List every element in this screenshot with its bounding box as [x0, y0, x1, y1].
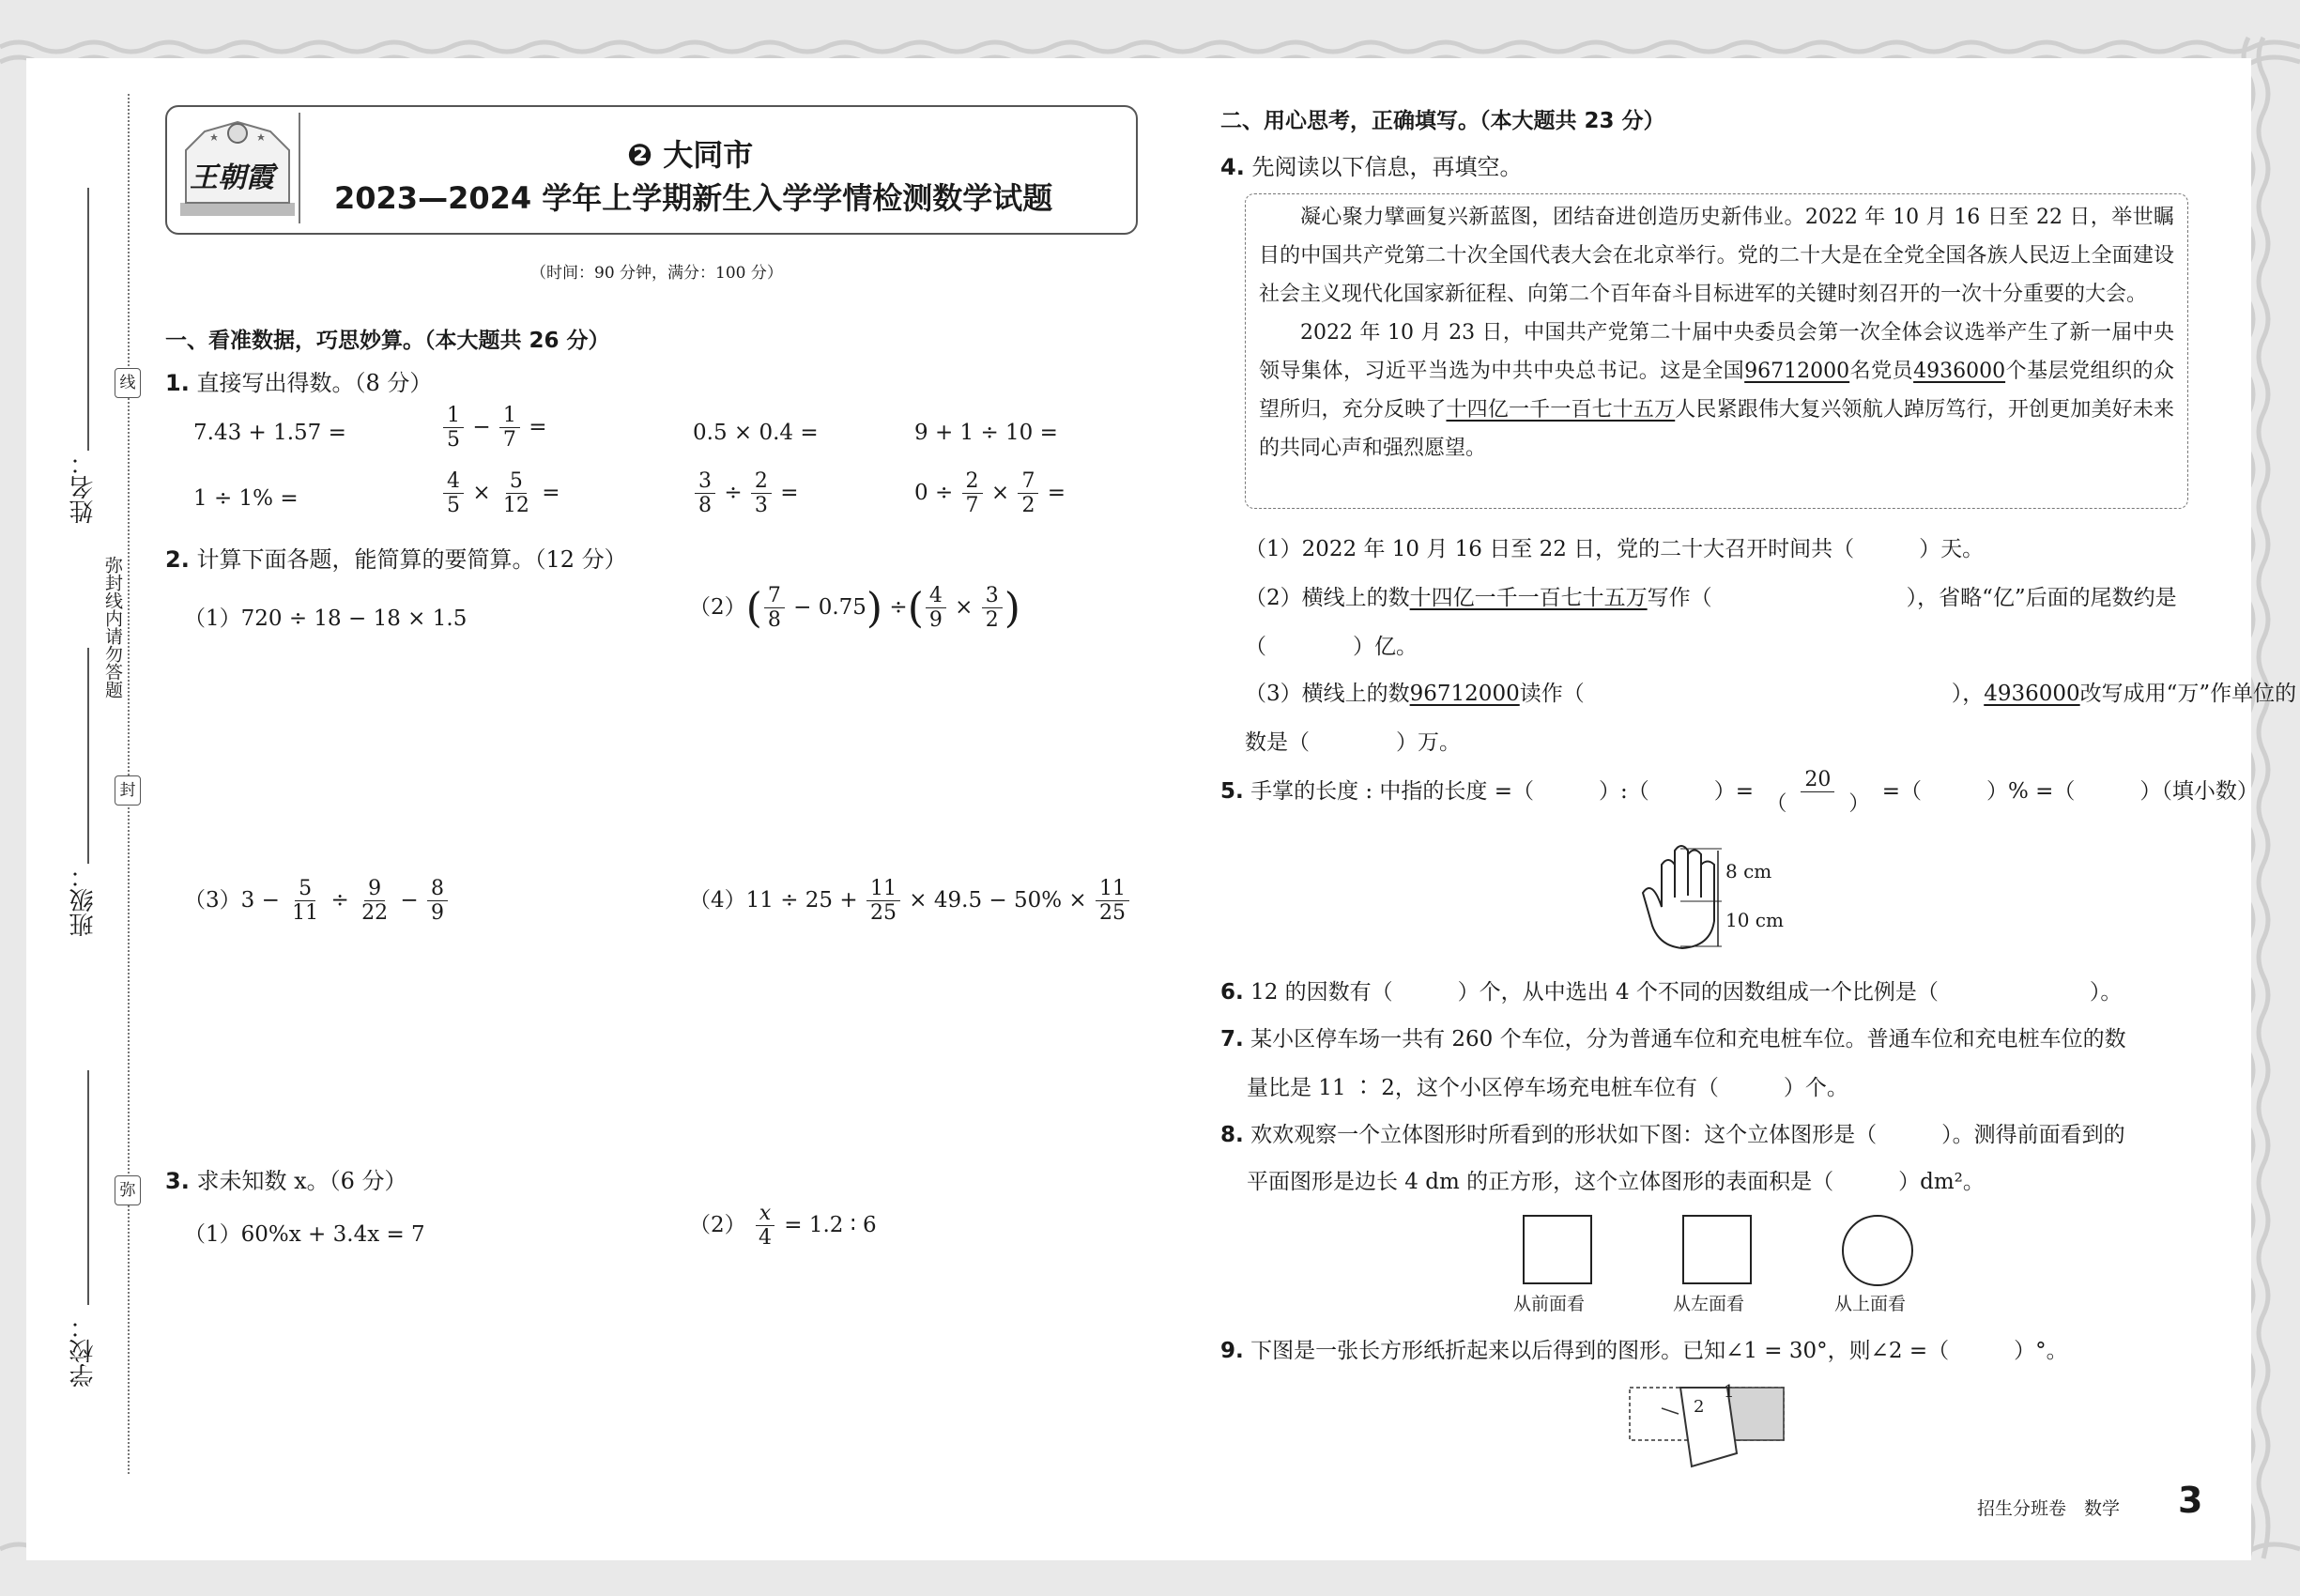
section2-heading: 二、用心思考，正确填写。（本大题共 23 分）	[1220, 109, 1665, 133]
numerator: 4	[926, 584, 946, 608]
exam-title: 2023—2024 学年上学期新生入学学情检测数学试题	[334, 180, 1053, 216]
equals: =	[780, 480, 799, 505]
numerator: 9	[364, 877, 385, 901]
reading-paragraph-1: 凝心聚力擘画复兴新蓝图，团结奋进创造历史新伟业。2022 年 10 月 16 日至 22 日，举世瞩目的中国共产党第二十次全国代表大会在北京举行。党的二十大是在全党全国各族人民迈上全面建设社会主义现代化国家新征程、向第二个百年奋斗目标进军的关键时刻召开的一次十分重要的大会。	[1259, 206, 2174, 306]
q4-title	[1220, 148, 1522, 181]
q2-part-3[interactable]	[184, 877, 450, 926]
underlined-number-2: 4936000	[1913, 360, 2006, 383]
denominator: 2	[1021, 494, 1035, 518]
denominator: 2	[985, 608, 999, 633]
q2-part-2[interactable]: （2）( $\frac{7}{8}$ − 0.75) ÷( $\frac{4}{9}$ × $\frac{3}{2}$ )	[689, 584, 1020, 633]
part-label: （2）	[689, 594, 746, 620]
q2-part-1[interactable]: （1）720 ÷ 18 − 18 × 1.5	[184, 606, 468, 631]
term: = 1.2 ∶ 6	[784, 1212, 877, 1237]
text-run: 手掌的长度 : 中指的长度 =（ ）:（ ）=	[1250, 778, 1755, 804]
region-city: 大同市	[663, 137, 754, 173]
denominator: 7	[965, 494, 979, 518]
q7[interactable]	[1220, 1021, 2126, 1052]
operator: ÷	[724, 480, 743, 505]
seal-feng: 封	[115, 775, 141, 806]
numerator: 11	[866, 877, 900, 901]
q2-title	[165, 541, 627, 574]
q1-title	[165, 364, 432, 397]
part-label: （2）	[689, 1212, 746, 1237]
numerator: 11	[1096, 877, 1129, 901]
text-run: 名党员	[1849, 360, 1914, 383]
hand-figure-icon	[1624, 841, 1793, 954]
text-run: 2022 年 10 月 23 日，中国共产党第二十届中央委员会第一次全体会议选举产生了新一届中央领导集体，习近平当选为中共中央总书记。这是全国	[1259, 321, 2174, 383]
text-run: （2）横线上的数	[1245, 586, 1410, 610]
denominator: 25	[869, 901, 897, 926]
q2-number: 2.	[165, 546, 190, 573]
q3-part-2[interactable]	[689, 1202, 877, 1251]
denominator: 8	[767, 608, 781, 633]
q5[interactable]	[1220, 768, 2259, 817]
class-line[interactable]	[87, 648, 89, 864]
term: − 0.75	[793, 594, 866, 620]
equals: =	[1047, 480, 1066, 505]
time-info: （时间：90 分钟，满分：100 分）	[530, 264, 783, 283]
exam-region	[627, 131, 753, 175]
denominator: 11	[292, 901, 319, 926]
q2-part-4[interactable]	[689, 877, 1131, 926]
q1-item-4[interactable]: 9 + 1 ÷ 10 =	[914, 421, 1058, 445]
denominator: 7	[502, 428, 516, 453]
q8[interactable]	[1220, 1117, 2125, 1148]
q6[interactable]	[1220, 974, 2122, 1005]
q7-number: 7.	[1220, 1027, 1244, 1051]
text-run: 读作（ ），	[1519, 682, 1985, 706]
footer-series: 招生分班卷 数学	[1977, 1498, 2121, 1519]
denominator: 22	[361, 901, 389, 926]
name-line[interactable]	[87, 188, 89, 451]
operator: ×	[472, 480, 491, 505]
page-number: 3	[2178, 1480, 2203, 1521]
denominator: 5	[447, 428, 460, 453]
text-run: =（ ）% =（ ）（填小数）	[1881, 778, 2259, 804]
q9[interactable]	[1220, 1333, 2068, 1364]
text-run: （3）横线上的数	[1245, 682, 1410, 706]
denominator: 3	[754, 494, 768, 518]
q4-sub-3-cont[interactable]: 数是（ ）万。	[1245, 730, 1461, 755]
seal-warning: 弥封线内请勿答题	[102, 556, 123, 698]
q7-cont[interactable]: 量比是 11 ∶ 2，这个小区停车场充电桩车位有（ ）个。	[1247, 1076, 1848, 1100]
part-label: （4）11 ÷ 25 +	[689, 887, 858, 913]
q6-number: 6.	[1220, 980, 1244, 1005]
region-number-badge: ❷	[627, 137, 653, 173]
denominator: 4	[758, 1226, 772, 1251]
numerator: 20	[1801, 768, 1834, 792]
q3-text: 求未知数 x。（6 分）	[196, 1168, 407, 1194]
equals: =	[529, 414, 547, 439]
angle-1-label: 1	[1724, 1382, 1735, 1402]
q3-part-1[interactable]: （1）60%x + 3.4x = 7	[184, 1222, 425, 1247]
numerator: 3	[695, 469, 715, 494]
left-view-square	[1682, 1215, 1752, 1284]
school-label: 学校：	[69, 1314, 98, 1388]
numerator: 8	[427, 877, 448, 901]
denominator: 8	[698, 494, 712, 518]
operator: ×	[955, 594, 974, 620]
view-top-label: 从上面看	[1834, 1294, 1907, 1314]
q1-item-3[interactable]: 0.5 × 0.4 =	[693, 421, 819, 445]
equals: =	[542, 480, 560, 505]
angle-2-label: 2	[1694, 1397, 1705, 1417]
seal-mi: 弥	[115, 1175, 141, 1205]
numerator: 7	[1018, 469, 1038, 494]
denominator: 9	[928, 608, 943, 633]
operator: −	[400, 887, 419, 913]
q6-text: 12 的因数有（ ）个，从中选出 4 个不同的因数组成一个比例是（ ）。	[1250, 980, 2123, 1005]
q2-text: 计算下面各题，能简算的要简算。（12 分）	[196, 546, 627, 573]
school-line[interactable]	[87, 1070, 89, 1305]
q4-number: 4.	[1220, 154, 1245, 180]
q3-number: 3.	[165, 1168, 190, 1194]
q8-cont[interactable]: 平面图形是边长 4 dm 的正方形，这个立体图形的表面积是（ ）dm²。	[1247, 1170, 1985, 1194]
numerator: 1	[499, 404, 520, 428]
view-left-label: 从左面看	[1673, 1294, 1745, 1314]
text-run: 改写成用“万”作单位的	[2079, 682, 2297, 706]
q4-sub-3[interactable]	[1245, 676, 2296, 707]
q4-text: 先阅读以下信息，再填空。	[1251, 154, 1523, 180]
denominator: （ ）	[1766, 792, 1870, 817]
underlined-number: 96712000	[1409, 682, 1520, 706]
underlined-number-1: 96712000	[1744, 360, 1850, 383]
logo-text: 王朝霞	[190, 161, 274, 194]
front-view-square	[1523, 1215, 1592, 1284]
class-label: 班级：	[69, 864, 98, 937]
operator: ÷	[330, 887, 349, 913]
reading-paragraph-2	[1259, 314, 2174, 468]
text-run: 写作（ ），省略“亿”后面的尾数约是	[1647, 586, 2177, 610]
numerator: 1	[443, 404, 464, 428]
underlined-number: 4936000	[1984, 682, 2080, 706]
prefix: 0 ÷	[914, 480, 954, 505]
underlined-number-3: 十四亿一千一百七十五万	[1446, 398, 1676, 422]
q4-sub-1[interactable]: （1）2022 年 10 月 16 日至 22 日，党的二十大召开时间共（ ）天。	[1245, 537, 1985, 561]
denominator: 12	[502, 494, 529, 518]
text-run: 个基层党组织的众望所归，充分反映了	[1259, 360, 2174, 422]
q4-sub-2-cont[interactable]: （ ）亿。	[1245, 635, 1418, 659]
q1-item-2[interactable]	[441, 404, 547, 453]
name-label: 姓名：	[69, 451, 98, 524]
q1-item-5[interactable]: 1 ÷ 1% =	[193, 486, 299, 511]
operator: ×	[990, 480, 1010, 505]
part-label: （3）3 −	[184, 887, 280, 913]
q8-number: 8.	[1220, 1123, 1244, 1147]
seal-xian: 线	[115, 368, 141, 398]
folded-paper-figure	[1624, 1380, 1793, 1474]
numerator: x	[756, 1202, 774, 1226]
q7-text-a: 某小区停车场一共有 260 个车位，分为普通车位和充电桩车位。普通车位和充电桩车位的数	[1250, 1027, 2126, 1051]
hand-label-10cm: 10 cm	[1725, 909, 1784, 931]
section1-heading: 一、看准数据，巧思妙算。（本大题共 26 分）	[165, 329, 610, 353]
text-run: 人民紧跟伟大复兴领航人踔厉笃行，开创更加美好未来的共同心声和强烈愿望。	[1259, 398, 2174, 460]
q8-text-a: 欢欢观察一个立体图形时所看到的形状如下图：这个立体图形是（ ）。测得前面看到的	[1250, 1123, 2125, 1147]
numerator: 2	[962, 469, 983, 494]
underlined-number: 十四亿一千一百七十五万	[1409, 586, 1648, 610]
numerator: 5	[506, 469, 527, 494]
q1-item-7[interactable]	[693, 469, 799, 518]
q1-item-1[interactable]: 7.43 + 1.57 =	[193, 421, 346, 445]
q5-number: 5.	[1220, 778, 1244, 804]
q9-number: 9.	[1220, 1339, 1244, 1363]
denominator: 25	[1098, 901, 1126, 926]
denominator: 5	[447, 494, 460, 518]
publisher-logo	[176, 113, 300, 223]
hand-label-8cm: 8 cm	[1725, 860, 1772, 882]
denominator: 9	[430, 901, 444, 926]
numerator: 2	[751, 469, 772, 494]
term: × 49.5 − 50% ×	[909, 887, 1087, 913]
q1-item-6[interactable]	[441, 469, 560, 518]
numerator: 7	[764, 584, 785, 608]
q1-number: 1.	[165, 370, 190, 396]
q9-text: 下图是一张长方形纸折起来以后得到的图形。已知∠1 = 30°，则∠2 =（ ）°。	[1250, 1339, 2068, 1363]
q1-item-8[interactable]	[914, 469, 1066, 518]
view-front-label: 从前面看	[1513, 1294, 1586, 1314]
top-view-circle	[1842, 1215, 1913, 1286]
numerator: 5	[295, 877, 315, 901]
operator: −	[472, 414, 491, 439]
q1-text: 直接写出得数。（8 分）	[196, 370, 433, 396]
numerator: 3	[982, 584, 1003, 608]
reading-box	[1245, 193, 2188, 509]
operator: ÷	[889, 594, 908, 620]
q4-sub-2[interactable]	[1245, 580, 2177, 611]
q3-title	[165, 1162, 407, 1195]
numerator: 4	[443, 469, 464, 494]
